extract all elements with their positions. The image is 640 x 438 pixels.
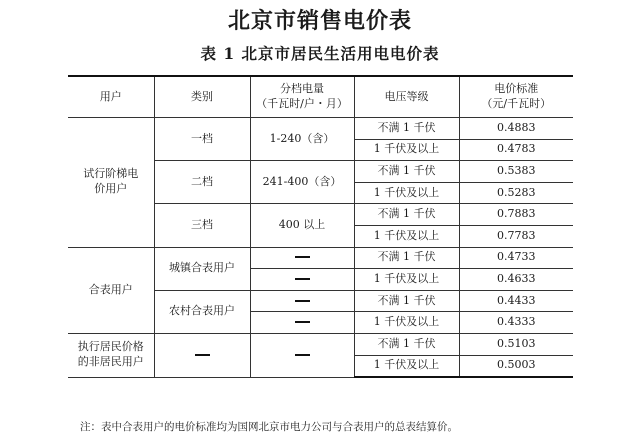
voltage-cell: 1 千伏及以上 — [354, 225, 459, 247]
voltage-cell: 不满 1 千伏 — [354, 333, 459, 355]
header-tier-usage-unit: （千瓦时/户・月） — [256, 97, 348, 110]
price-cell: 0.7783 — [459, 225, 573, 247]
header-price-unit: （元/千瓦时） — [481, 97, 552, 110]
price-cell: 0.7883 — [459, 204, 573, 226]
group-meter: 合表用户 — [68, 247, 154, 333]
voltage-cell: 不满 1 千伏 — [354, 290, 459, 312]
voltage-cell: 不满 1 千伏 — [354, 118, 459, 140]
category-dash — [154, 333, 250, 377]
voltage-cell: 不满 1 千伏 — [354, 247, 459, 269]
voltage-cell: 不满 1 千伏 — [354, 161, 459, 183]
price-cell: 0.4883 — [459, 118, 573, 140]
dash-mark — [295, 321, 310, 323]
tariff-table — [68, 75, 573, 378]
header-category: 类别 — [154, 76, 250, 118]
group-nonres: 执行居民价格的非居民用户 — [68, 333, 154, 377]
price-cell: 0.5283 — [459, 182, 573, 204]
voltage-cell: 1 千伏及以上 — [354, 312, 459, 334]
category-tier3: 三档 — [154, 204, 250, 247]
voltage-cell: 不满 1 千伏 — [354, 204, 459, 226]
price-cell: 0.5103 — [459, 333, 573, 355]
price-cell: 0.5003 — [459, 355, 573, 377]
category-tier1: 一档 — [154, 118, 250, 161]
category-tier2: 二档 — [154, 161, 250, 204]
table-title: 表 1 北京市居民生活用电电价表 — [200, 44, 440, 63]
table-row — [68, 333, 573, 355]
dash-mark — [295, 256, 310, 258]
price-cell: 0.4333 — [459, 312, 573, 334]
price-cell: 0.5383 — [459, 161, 573, 183]
category-rural: 农村合表用户 — [154, 290, 250, 333]
range-dash — [250, 312, 354, 334]
dash-mark — [195, 354, 210, 356]
header-price — [459, 76, 573, 118]
dash-mark — [295, 278, 310, 280]
page-title: 北京市销售电价表 — [227, 9, 412, 34]
price-cell: 0.4783 — [459, 139, 573, 161]
price-cell: 0.4433 — [459, 290, 573, 312]
range-dash — [250, 333, 354, 377]
range-tier3: 400 以上 — [250, 204, 354, 247]
range-dash — [250, 290, 354, 312]
header-voltage: 电压等级 — [354, 76, 459, 118]
group-tiered: 试行阶梯电价用户 — [68, 118, 154, 248]
header-user: 用户 — [68, 76, 154, 118]
header-tier-usage-label: 分档电量 — [280, 82, 324, 96]
table-row — [68, 118, 573, 140]
price-cell: 0.4633 — [459, 269, 573, 291]
range-dash — [250, 247, 354, 269]
range-dash — [250, 269, 354, 291]
voltage-cell: 1 千伏及以上 — [354, 355, 459, 377]
voltage-cell: 1 千伏及以上 — [354, 269, 459, 291]
header-tier-usage — [250, 76, 354, 118]
dash-mark — [295, 354, 310, 356]
category-urban: 城镇合表用户 — [154, 247, 250, 290]
table-row — [68, 247, 573, 269]
voltage-cell: 1 千伏及以上 — [354, 182, 459, 204]
range-tier1: 1-240（含） — [250, 118, 354, 161]
voltage-cell: 1 千伏及以上 — [354, 139, 459, 161]
dash-mark — [295, 300, 310, 302]
header-price-label: 电价标准 — [494, 82, 539, 96]
range-tier2: 241-400（含） — [250, 161, 354, 204]
header-row — [68, 76, 573, 118]
footnote: 注：表中合表用户的电价标准均为国网北京市电力公司与合表用户的总表结算价。 — [80, 421, 458, 433]
price-cell: 0.4733 — [459, 247, 573, 269]
